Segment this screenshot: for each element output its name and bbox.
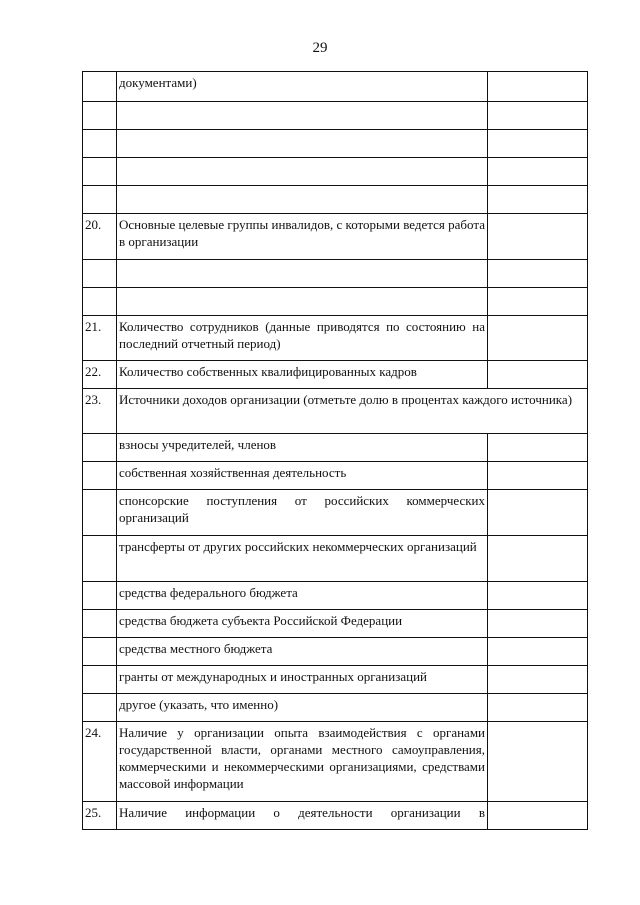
row-question: Наличие у организации опыта взаимодействия с органами государственной власти, органами местного самоуправления, коммерческими и некоммерческими организациями, средствами массовой информации xyxy=(117,722,488,802)
row-answer-cell[interactable] xyxy=(488,186,588,214)
table-row xyxy=(83,316,588,361)
table-row xyxy=(83,158,588,186)
table-row xyxy=(83,130,588,158)
row-number xyxy=(83,536,117,582)
row-answer-cell[interactable] xyxy=(488,536,588,582)
row-question xyxy=(117,158,488,186)
questionnaire-table xyxy=(82,71,588,830)
table-row xyxy=(83,694,588,722)
table-row xyxy=(83,666,588,694)
row-number xyxy=(83,490,117,536)
row-answer-cell[interactable] xyxy=(488,72,588,102)
table-row xyxy=(83,72,588,102)
row-number: 24. xyxy=(83,722,117,802)
row-question: гранты от международных и иностранных организаций xyxy=(117,666,488,694)
table-row xyxy=(83,288,588,316)
table-row xyxy=(83,260,588,288)
row-answer-cell[interactable] xyxy=(488,490,588,536)
row-question: другое (указать, что именно) xyxy=(117,694,488,722)
row-answer-cell[interactable] xyxy=(488,638,588,666)
row-number xyxy=(83,158,117,186)
row-number xyxy=(83,694,117,722)
row-question xyxy=(117,260,488,288)
row-number xyxy=(83,638,117,666)
row-number: 20. xyxy=(83,214,117,260)
row-answer-cell[interactable] xyxy=(488,582,588,610)
row-number xyxy=(83,102,117,130)
table-row xyxy=(83,638,588,666)
table-row xyxy=(83,102,588,130)
table-row xyxy=(83,490,588,536)
row-number xyxy=(83,666,117,694)
row-answer-cell[interactable] xyxy=(488,666,588,694)
row-number: 21. xyxy=(83,316,117,361)
row-question xyxy=(117,130,488,158)
row-question: Количество собственных квалифицированных кадров xyxy=(117,361,488,389)
row-answer-cell[interactable] xyxy=(488,694,588,722)
row-answer-cell[interactable] xyxy=(488,214,588,260)
row-question: средства федерального бюджета xyxy=(117,582,488,610)
row-question: собственная хозяйственная деятельность xyxy=(117,462,488,490)
row-question: Основные целевые группы инвалидов, с которыми ведется работа в организации xyxy=(117,214,488,260)
row-number xyxy=(83,130,117,158)
row-answer-cell[interactable] xyxy=(488,434,588,462)
row-question: трансферты от других российских некоммерческих организаций xyxy=(117,536,488,582)
table-row xyxy=(83,722,588,802)
row-answer-cell[interactable] xyxy=(488,462,588,490)
table-row xyxy=(83,536,588,582)
row-answer-cell[interactable] xyxy=(488,610,588,638)
row-question: средства бюджета субъекта Российской Федерации xyxy=(117,610,488,638)
row-question xyxy=(117,102,488,130)
row-number xyxy=(83,610,117,638)
table-row xyxy=(83,186,588,214)
row-question: Источники доходов организации (отметьте долю в процентах каждого источника) xyxy=(117,389,588,434)
table-row xyxy=(83,361,588,389)
row-question xyxy=(117,186,488,214)
row-answer-cell[interactable] xyxy=(488,802,588,830)
row-answer-cell[interactable] xyxy=(488,102,588,130)
table-row xyxy=(83,389,588,434)
row-question: Наличие информации о деятельности организации в xyxy=(117,802,488,830)
row-question: средства местного бюджета xyxy=(117,638,488,666)
table-row xyxy=(83,610,588,638)
row-answer-cell[interactable] xyxy=(488,316,588,361)
row-number: 22. xyxy=(83,361,117,389)
row-question: спонсорские поступления от российских коммерческих организаций xyxy=(117,490,488,536)
row-number: 25. xyxy=(83,802,117,830)
table-row xyxy=(83,462,588,490)
row-question xyxy=(117,288,488,316)
row-answer-cell[interactable] xyxy=(488,260,588,288)
table-row xyxy=(83,214,588,260)
row-answer-cell[interactable] xyxy=(488,361,588,389)
row-answer-cell[interactable] xyxy=(488,130,588,158)
row-question: Количество сотрудников (данные приводятся по состоянию на последний отчетный период) xyxy=(117,316,488,361)
row-number xyxy=(83,462,117,490)
row-number xyxy=(83,582,117,610)
row-number xyxy=(83,288,117,316)
row-number xyxy=(83,186,117,214)
row-number xyxy=(83,434,117,462)
row-number xyxy=(83,260,117,288)
row-question: взносы учредителей, членов xyxy=(117,434,488,462)
row-number: 23. xyxy=(83,389,117,434)
row-number xyxy=(83,72,117,102)
table-row xyxy=(83,434,588,462)
page-number: 29 xyxy=(312,40,328,56)
table-row xyxy=(83,582,588,610)
row-answer-cell[interactable] xyxy=(488,288,588,316)
table-row xyxy=(83,802,588,830)
row-answer-cell[interactable] xyxy=(488,158,588,186)
row-question: документами) xyxy=(117,72,488,102)
row-answer-cell[interactable] xyxy=(488,722,588,802)
